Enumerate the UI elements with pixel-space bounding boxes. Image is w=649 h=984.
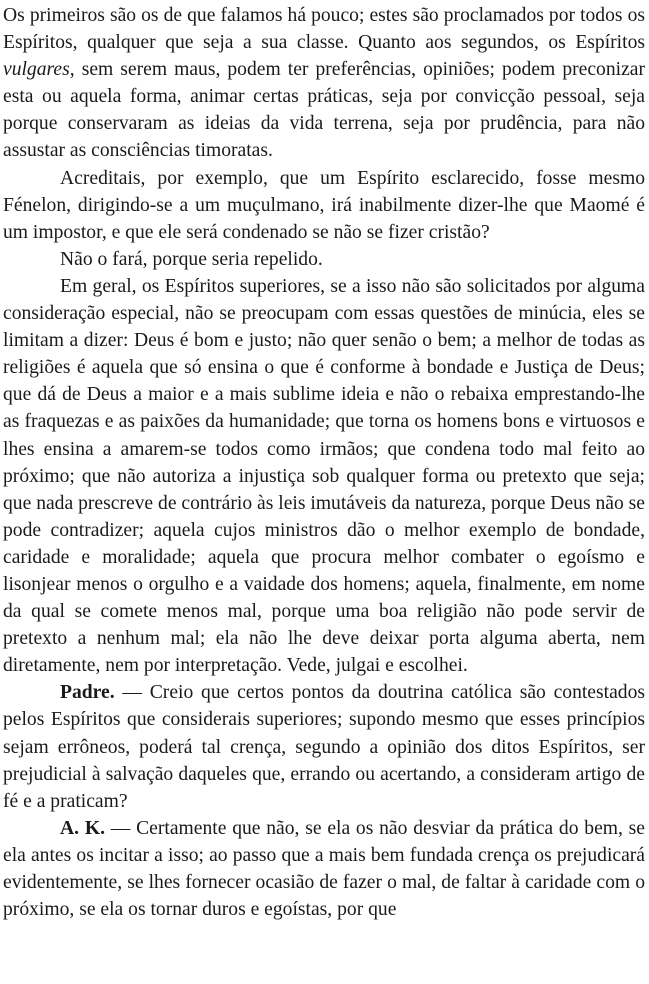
text-run: Não o fará, porque seria repelido. [60,248,323,270]
text-run: Acreditais, por exemplo, que um Espírito esclarecido, fosse mesmo Fénelon, dirigindo-se a um muçulmano, irá inabilmente dizer-lhe que Maomé é um impostor, e que ele será condenado se não se fizer cristão? [3,167,645,243]
text-run: Os primeiros são os de que falamos há pouco; estes são proclamados por todos os Espíritos, qualquer que seja a sua classe. Quanto aos segundos, os Espíritos [3,5,645,54]
document-page [3,2,645,923]
paragraph-3 [3,246,645,273]
text-run: — Creio que certos pontos da doutrina católica são contestados pelos Espíritos que considerais superiores; supondo mesmo que esses princípios sejam errôneos, poderá tal crença, segundo a opinião dos ditos Espíritos, ser prejudicial à salvação daqueles que, errando ou acertando, a consideram artigo de fé e a praticam? [3,682,645,812]
speaker-label-padre: Padre. [60,682,115,704]
text-run: , sem serem maus, podem ter preferências, opiniões; podem preconizar esta ou aquela forma, animar certas práticas, seja por convicção pessoal, seja porque conservaram as ideias da vida terrena, seja por prudência, para não assustar as consciências timoratas. [3,59,645,162]
paragraph-1 [3,2,645,165]
text-run: — Certamente que não, se ela os não desviar da prática do bem, se ela antes os incitar a isso; ao passo que a mais bem fundada crença os prejudicará evidentemente, se lhes fornecer ocasião de fazer o mal, de faltar à caridade com o próximo, se ela os tornar duros e egoístas, por que [3,817,645,921]
text-run: Em geral, os Espíritos superiores, se a isso não são solicitados por alguma consideração especial, não se preocupam com essas questões de minúcia, eles se limitam a dizer: Deus é bom e justo; não quer senão o bem; a melhor de todas as religiões é aquela que só ensina o que é conforme à bondade e Justiça de Deus; que dá de Deus a maior e a mais sublime ideia e não o rebaixa emprestando-lhe as fraquezas e as paixões da humanidade; que torna os homens bons e virtuosos e lhes ensina a amarem-se todos como irmãos; que condena todo mal feito ao próximo; que não autoriza a injustiça sob qualquer forma ou pretexto que seja; que nada prescreve de contrário às leis imutáveis da natureza, porque Deus não se pode contradizer; aquela cujos ministros dão o melhor exemplo de bondade, caridade e moralidade; aquela que procura melhor combater o egoísmo e lisonjear menos o orgulho e a vaidade dos homens; aquela, finalmente, em nome da qual se comete menos mal, porque uma boa religião não pode servir de pretexto a nenhum mal; ela não lhe deve deixar porta alguma aberta, nem diretamente, nem por interpretação. Vede, julgai e escolhei. [3,275,645,677]
paragraph-6 [3,815,645,923]
paragraph-5 [3,679,645,814]
speaker-label-ak: A. K. [60,817,105,839]
italic-term: vulgares [3,59,70,81]
paragraph-2 [3,165,645,246]
paragraph-4 [3,273,645,679]
